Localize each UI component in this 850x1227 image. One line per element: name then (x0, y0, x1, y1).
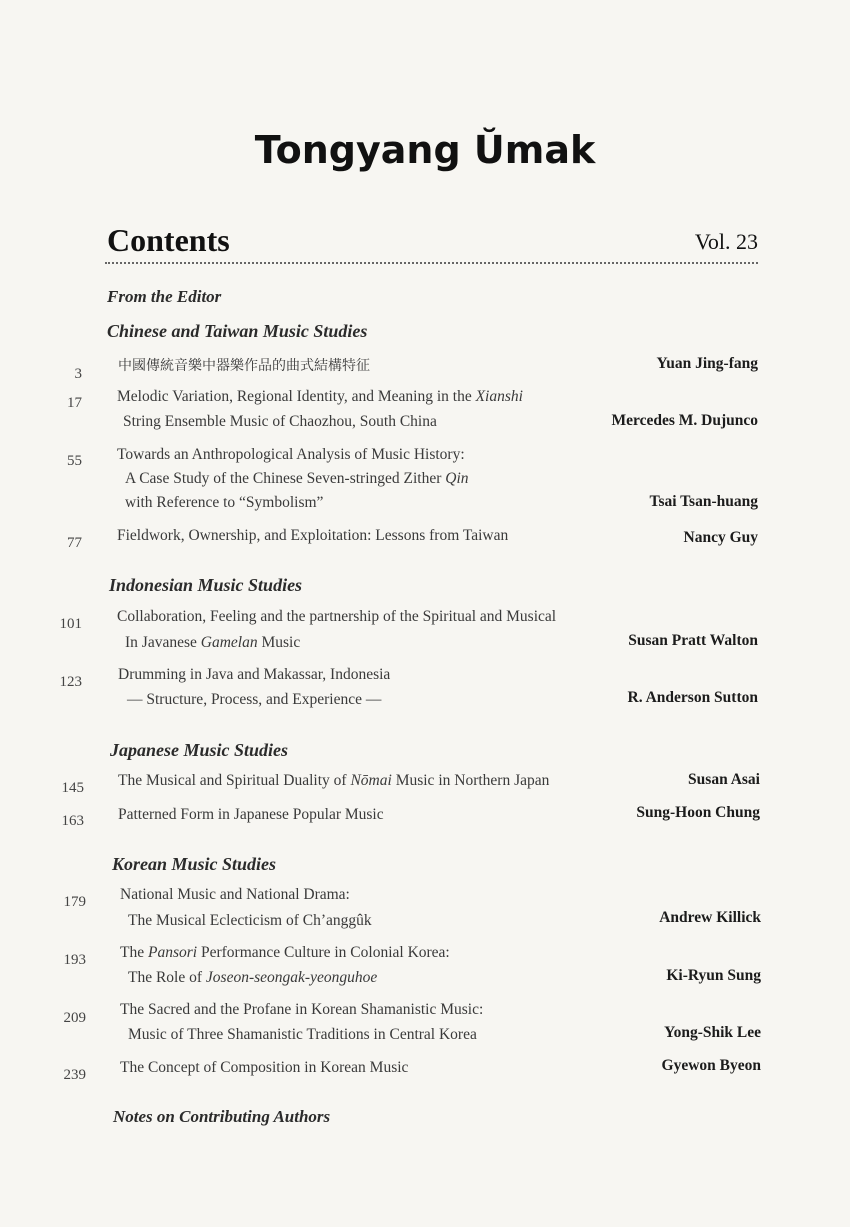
entry-author: Yong-Shik Lee (664, 1024, 761, 1041)
page-number: 3 (74, 366, 82, 382)
page-number: 163 (61, 813, 84, 829)
page-number: 179 (63, 894, 86, 910)
entry-title-line2: Music of Three Shamanistic Traditions in Central Korea (128, 1026, 477, 1043)
from-the-editor[interactable]: From the Editor (107, 287, 222, 306)
page-number: 101 (59, 616, 82, 632)
volume-number: Vol. 23 (694, 229, 758, 254)
entry-title: The Musical and Spiritual Duality of Nōmai Music in Northern Japan (118, 772, 550, 789)
entry-author: Yuan Jing-fang (656, 355, 758, 372)
entry-title: Drumming in Java and Makassar, Indonesia (118, 666, 391, 683)
entry-title: Melodic Variation, Regional Identity, and Meaning in the Xianshi (117, 388, 523, 405)
page-number: 145 (61, 780, 84, 796)
entry-title: Collaboration, Feeling and the partnership of the Spiritual and Musical (117, 608, 557, 625)
page-number: 239 (63, 1067, 86, 1083)
section-korean: Korean Music Studies (112, 854, 277, 874)
entry-title-line2: String Ensemble Music of Chaozhou, South China (123, 413, 437, 430)
entry-title: The Pansori Performance Culture in Colonial Korea: (120, 944, 450, 961)
entry-title: Patterned Form in Japanese Popular Music (118, 806, 384, 823)
journal-title: Tongyang Ŭmak (254, 128, 596, 172)
section-chinese-taiwan: Chinese and Taiwan Music Studies (107, 321, 368, 341)
entry-title: 中國傳統音樂中器樂作品的曲式結構特征 (118, 358, 370, 374)
entry-title-line2: The Role of Joseon-seongak-yeonguhoe (128, 969, 378, 986)
entry-author: Nancy Guy (683, 529, 758, 546)
section-japanese: Japanese Music Studies (110, 740, 289, 760)
entry-title-line3: with Reference to “Symbolism” (125, 494, 324, 511)
contents-heading: Contents (107, 222, 230, 258)
page-number: 55 (67, 453, 82, 469)
entry-author: Tsai Tsan-huang (649, 493, 758, 510)
section-indonesian: Indonesian Music Studies (109, 575, 303, 595)
entry-author: R. Anderson Sutton (627, 689, 758, 706)
page-number: 209 (63, 1010, 86, 1026)
entry-title-line2: In Javanese Gamelan Music (125, 634, 301, 651)
entry-author: Sung-Hoon Chung (636, 804, 760, 821)
entry-author: Susan Pratt Walton (628, 632, 758, 649)
entry-title: The Sacred and the Profane in Korean Shamanistic Music: (120, 1001, 484, 1018)
entry-title: Fieldwork, Ownership, and Exploitation: Lessons from Taiwan (117, 527, 509, 544)
entry-author: Gyewon Byeon (661, 1057, 761, 1074)
entry-author: Susan Asai (688, 771, 760, 788)
entry-title: The Concept of Composition in Korean Music (120, 1059, 409, 1076)
page-number: 77 (67, 535, 82, 551)
entry-author: Mercedes M. Dujunco (611, 412, 758, 429)
entry-title: National Music and National Drama: (120, 886, 350, 903)
entry-title-line2: A Case Study of the Chinese Seven-stringed Zither Qin (125, 470, 469, 487)
entry-title-line2: — Structure, Process, and Experience — (127, 691, 382, 708)
entry-title-line2: The Musical Eclecticism of Ch’anggûk (128, 912, 372, 929)
entry-author: Ki-Ryun Sung (666, 967, 761, 984)
page-number: 193 (63, 952, 86, 968)
entry-author: Andrew Killick (659, 909, 761, 926)
dotted-divider (105, 262, 758, 264)
page-number: 17 (67, 395, 82, 411)
page-number: 123 (59, 674, 82, 690)
entry-title: Towards an Anthropological Analysis of Music History: (117, 446, 465, 463)
notes-on-contributing-authors[interactable]: Notes on Contributing Authors (113, 1107, 331, 1126)
